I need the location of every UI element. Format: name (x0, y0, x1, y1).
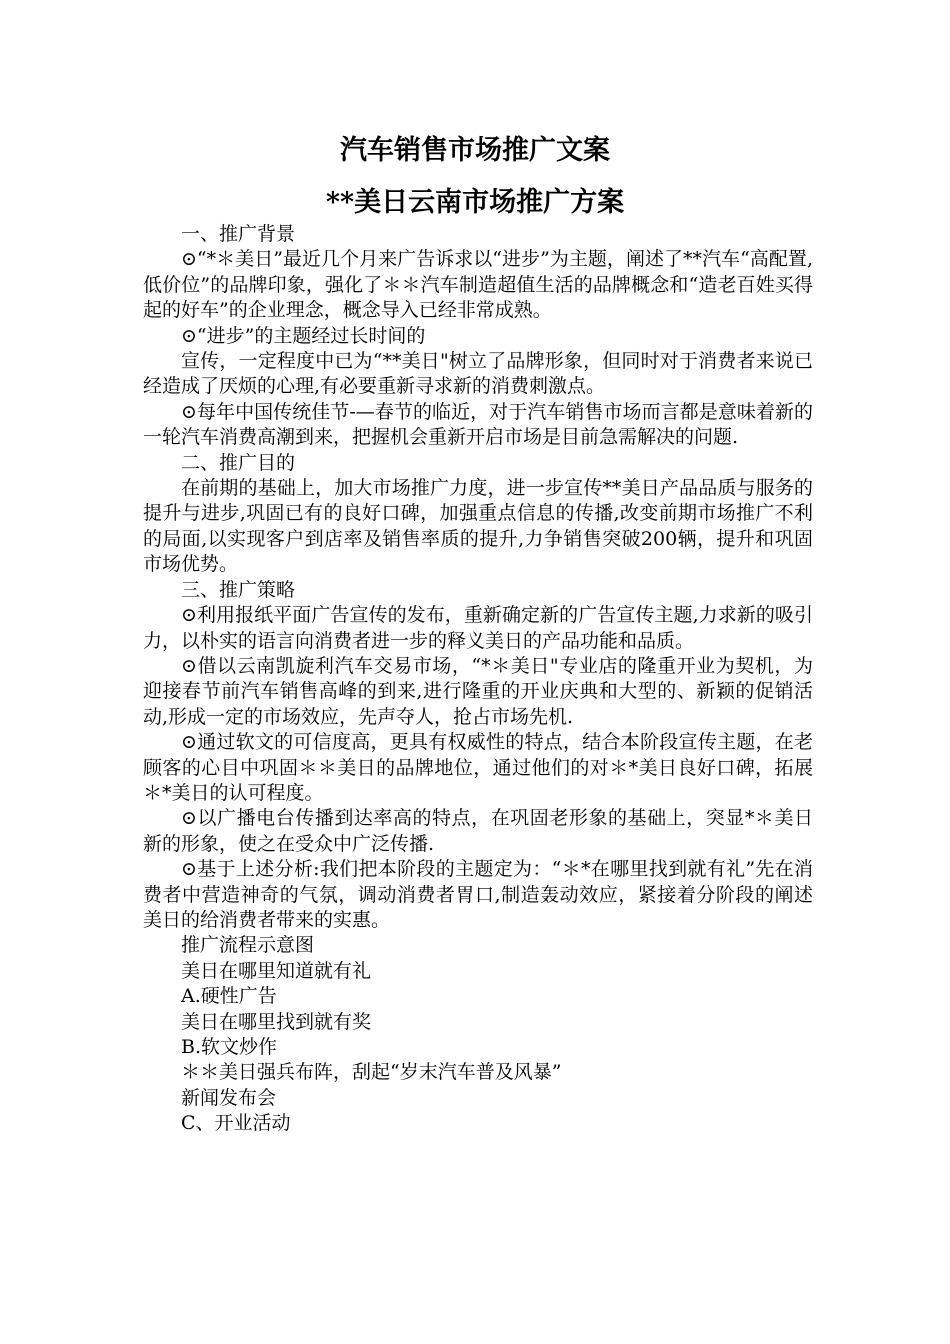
paragraph: ⊙“进步”的主题经过长时间的 (181, 324, 426, 347)
paragraph: ⊙以广播电台传播到达率高的特点，在巩固老形象的基础上，突显*＊美日新的形象，使之在受众中广泛传播. (143, 807, 813, 855)
document-subtitle: **美日云南市场推广方案 (325, 187, 625, 218)
paragraph: ⊙基于上述分析:我们把本阶段的主题定为：“＊*在哪里找到就有礼”先在消费者中营造神奇的气氛，调动消费者胃口,制造轰动效应，紧接着分阶段的阐述美日的给消费者带来的实惠。 (143, 858, 813, 931)
paragraph: 在前期的基础上，加大市场推广力度，进一步宣传**美日产品品质与服务的提升与进步,巩固已有的良好口碑，加强重点信息的传播,改变前期市场推广不利的局面,以实现客户到店率及销售率质的提升,力争销售突破200辆，提升和巩固市场优势。 (143, 477, 813, 576)
paragraph: ⊙“*＊美日”最近几个月来广告诉求以“进步”为主题，阐述了**汽车“高配置,低价位”的品牌印象，强化了＊＊汽车制造超值生活的品牌概念和“造老百姓买得起的好车”的企业理念，概念导入已经非常成熟。 (143, 248, 813, 322)
document-body (143, 222, 813, 1137)
flow-item: 美日在哪里找到就有奖 (181, 1010, 372, 1033)
section-heading: 一、推广背景 (181, 223, 296, 245)
flow-heading: 推广流程示意图 (181, 934, 315, 957)
paragraph: 宣传，一定程度中已为“**美日"树立了品牌形象，但同时对于消费者来说已经造成了厌烦的心理,有必要重新寻求新的消费刺激点。 (143, 350, 813, 398)
paragraph: ⊙利用报纸平面广告宣传的发布，重新确定新的广告宣传主题,力求新的吸引力，以朴实的语言向消费者进一步的释义美日的产品功能和品质。 (143, 604, 813, 652)
paragraph: ⊙通过软文的可信度高，更具有权威性的特点，结合本阶段宣传主题，在老顾客的心目中巩固＊＊美日的品牌地位，通过他们的对＊*美日良好口碑，拓展＊*美日的认可程度。 (143, 731, 813, 804)
flow-item: ＊＊美日强兵布阵，刮起“岁末汽车普及风暴” (181, 1061, 562, 1084)
section-heading: 二、推广目的 (181, 451, 296, 474)
flow-item: B.软文炒作 (181, 1036, 278, 1058)
flow-item: 美日在哪里知道就有礼 (181, 959, 372, 982)
paragraph: ⊙每年中国传统佳节-—春节的临近，对于汽车销售市场而言都是意味着新的一轮汽车消费高潮到来，把握机会重新开启市场是目前急需解决的问题. (143, 400, 813, 449)
flow-item: 新闻发布会 (181, 1086, 277, 1109)
paragraph: ⊙借以云南凯旋利汽车交易市场，“*＊美日"专业店的隆重开业为契机，为迎接春节前汽车销售高峰的到来,进行隆重的开业庆典和大型的、新颖的促销活动,形成一定的市场效应，先声夺人，抢占市场先机. (143, 654, 813, 728)
flow-item: C、开业活动 (181, 1112, 291, 1135)
document-title: 汽车销售市场推广文案 (340, 135, 610, 166)
flow-item: A.硬性广告 (181, 985, 277, 1008)
section-heading: 三、推广策略 (181, 578, 296, 601)
